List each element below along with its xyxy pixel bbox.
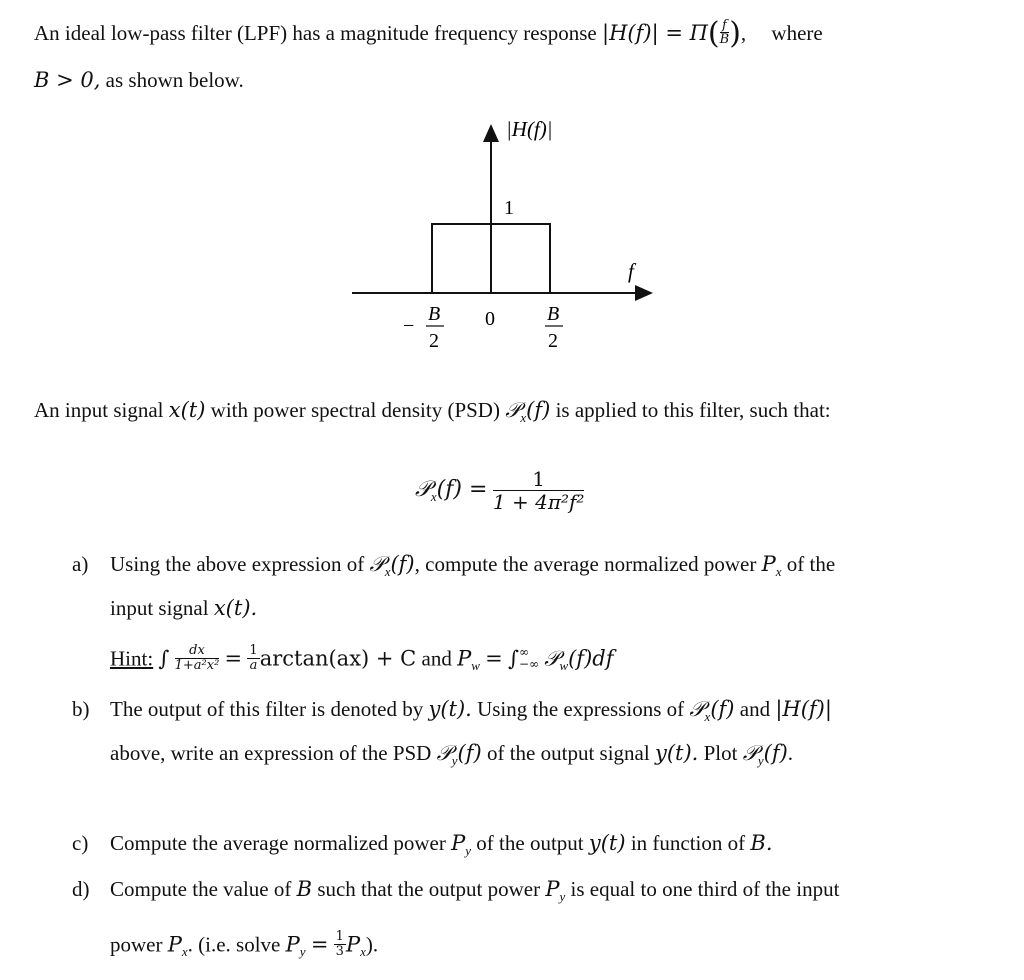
hint-pw: P xyxy=(457,646,472,671)
q-a-label: a) xyxy=(72,552,89,576)
q-b-line-1 xyxy=(110,697,832,724)
psd-equation xyxy=(415,457,585,514)
psd-symbol: 𝒫 xyxy=(505,398,521,422)
hint-label: Hint: xyxy=(110,646,154,671)
qb-h: |H(f)| xyxy=(775,697,832,721)
q-b-label: b) xyxy=(72,697,90,721)
qb-py: 𝒫 xyxy=(436,741,452,765)
qb-l1a: The output of this filter is denoted by xyxy=(110,697,424,721)
hint-eq2: = xyxy=(485,646,503,671)
eq-psd-arg: (f) = xyxy=(436,477,488,503)
rect-frac-num: f xyxy=(720,19,730,34)
q-a-hint xyxy=(110,643,614,675)
hint-num: dx xyxy=(175,644,220,659)
qb-l2-y: y(t). xyxy=(654,741,699,765)
qd-eq: = xyxy=(310,932,329,957)
hint-integral-2: ∫ xyxy=(508,646,519,671)
amplitude-label: 1 xyxy=(504,197,514,219)
qa-psd-arg: (f) xyxy=(390,552,415,576)
right-b-num: B xyxy=(547,303,560,325)
qd-l1a: Compute the value of xyxy=(110,877,292,901)
eq-denominator: 1 + 4π²f² xyxy=(492,490,585,514)
where-word: where xyxy=(771,21,823,45)
minus-sign: − xyxy=(403,315,415,337)
qa-l2b: x(t). xyxy=(213,596,258,620)
q-d-line-2: power $P_x$. (i.e. solve $P_y$ = $\frac{1}{3}$ $P_x$). xyxy=(110,929,379,960)
qb-py-arg: (f) xyxy=(457,741,482,765)
q-d-line-1: Compute the value of B such that the output power $P_y$ is equal to one third of the input xyxy=(110,877,840,904)
comma: , xyxy=(740,21,747,45)
qa-px-sub: x xyxy=(775,564,782,579)
qb-y: y(t). xyxy=(428,697,472,721)
qb-psd-sub: x xyxy=(704,709,711,724)
eq-psd-symbol: 𝒫 xyxy=(415,477,431,503)
hint-psd-sub: w xyxy=(559,658,569,674)
b-condition: B > 0, xyxy=(34,68,101,92)
left-b-num: B xyxy=(428,303,441,325)
qd-l1b: such that the output power xyxy=(317,877,541,901)
qc-y: y(t) xyxy=(588,831,626,855)
psd-arg: (f) xyxy=(526,398,551,422)
hint-one: 1 xyxy=(249,643,258,658)
qd-B: B xyxy=(296,877,313,901)
qd-three: 3 xyxy=(335,943,344,959)
response-lhs: |H(f)| = Π xyxy=(602,21,708,45)
intro-text: An ideal low-pass filter (LPF) has a magnitude frequency response xyxy=(34,21,597,45)
hint-tail: (f)df xyxy=(568,646,614,671)
q-b-line-2: above, write an expression of the PSD 𝒫$_y$(f) of the output signal y(t). Plot 𝒫$_y$(f). xyxy=(110,741,794,768)
q-a-line-2 xyxy=(110,598,257,619)
qd-l2b: (i.e. solve xyxy=(198,932,281,957)
right-b-den: 2 xyxy=(548,330,558,352)
qa-l1c: of the xyxy=(786,552,836,576)
qb-psd-arg: (f) xyxy=(710,697,735,721)
input-text-b: with power spectral density (PSD) xyxy=(210,398,500,422)
qb-plot: Plot xyxy=(703,741,738,765)
qb-py2: 𝒫 xyxy=(742,741,758,765)
qa-l1a: Using the above expression of xyxy=(110,552,365,576)
qa-psd: 𝒫 xyxy=(369,552,385,576)
qd-one: 1 xyxy=(335,929,344,944)
input-line xyxy=(34,398,831,425)
qb-l2a: above, write an expression of the PSD xyxy=(110,741,432,765)
hint-psd: 𝒫 xyxy=(544,646,560,671)
x-of-t: x(t) xyxy=(168,398,206,422)
hint-pw-sub: w xyxy=(471,658,480,674)
hint-lim-hi: ∞ xyxy=(518,645,529,660)
qa-l1b: compute the average normalized power xyxy=(425,552,757,576)
qc-l1a: Compute the average normalized power xyxy=(110,831,446,855)
qc-l1b: of the output xyxy=(476,831,584,855)
q-c-line-1: Compute the average normalized power $P_y$ of the output y(t) in function of B. xyxy=(110,831,773,858)
hint-eq: = xyxy=(224,646,243,671)
left-b-den: 2 xyxy=(429,330,439,352)
qb-py2-arg: (f) xyxy=(763,741,788,765)
hint-a: a xyxy=(249,657,258,673)
hint-and: and xyxy=(421,646,452,671)
psd-sub: x xyxy=(520,410,527,425)
qa-psd-sub: x xyxy=(384,564,391,579)
hint-lim-lo: −∞ xyxy=(518,657,540,672)
qb-l1b: Using the expressions of xyxy=(477,697,685,721)
intro-line-1: An ideal low-pass filter (LPF) has a magnitude frequency response |H(f)| = Π( $\frac{f}{B}$ ), where xyxy=(34,16,823,51)
as-shown: as shown below. xyxy=(105,68,244,92)
rect-frac-den: B xyxy=(719,32,730,48)
x-axis-label: f xyxy=(628,259,634,283)
eq-numerator: 1 xyxy=(493,469,585,491)
zero-label: 0 xyxy=(485,308,495,330)
y-axis-label: |H(f)| xyxy=(506,117,553,141)
qb-l2b: of the output signal xyxy=(486,741,650,765)
eq-psd-sub: x xyxy=(430,489,437,505)
hint-integral: ∫ xyxy=(158,646,170,671)
lpf-magnitude-figure xyxy=(0,100,1024,480)
intro-line-2 xyxy=(34,70,244,91)
qb-psd: 𝒫 xyxy=(689,697,705,721)
qc-l1c: in function of xyxy=(630,831,746,855)
input-text-a: An input signal xyxy=(34,398,164,422)
hint-arctan: arctan(ax) + C xyxy=(259,646,417,671)
input-text-c: is applied to this filter, such that: xyxy=(555,398,831,422)
q-a-line-1: Using the above expression of 𝒫$_x$(f), compute the average normalized power $P_x$ of the xyxy=(110,552,836,579)
q-c-label: c) xyxy=(72,831,89,855)
qc-B: B. xyxy=(750,831,773,855)
qa-l2a: input signal xyxy=(110,596,209,620)
qd-end: ). xyxy=(365,932,379,957)
q-d-label: d) xyxy=(72,877,90,901)
qd-l2a: power xyxy=(110,932,163,957)
qd-l1c: is equal to one third of the input xyxy=(570,877,840,901)
qb-and: and xyxy=(739,697,771,721)
hint-den: 1+a²x² xyxy=(174,657,220,673)
